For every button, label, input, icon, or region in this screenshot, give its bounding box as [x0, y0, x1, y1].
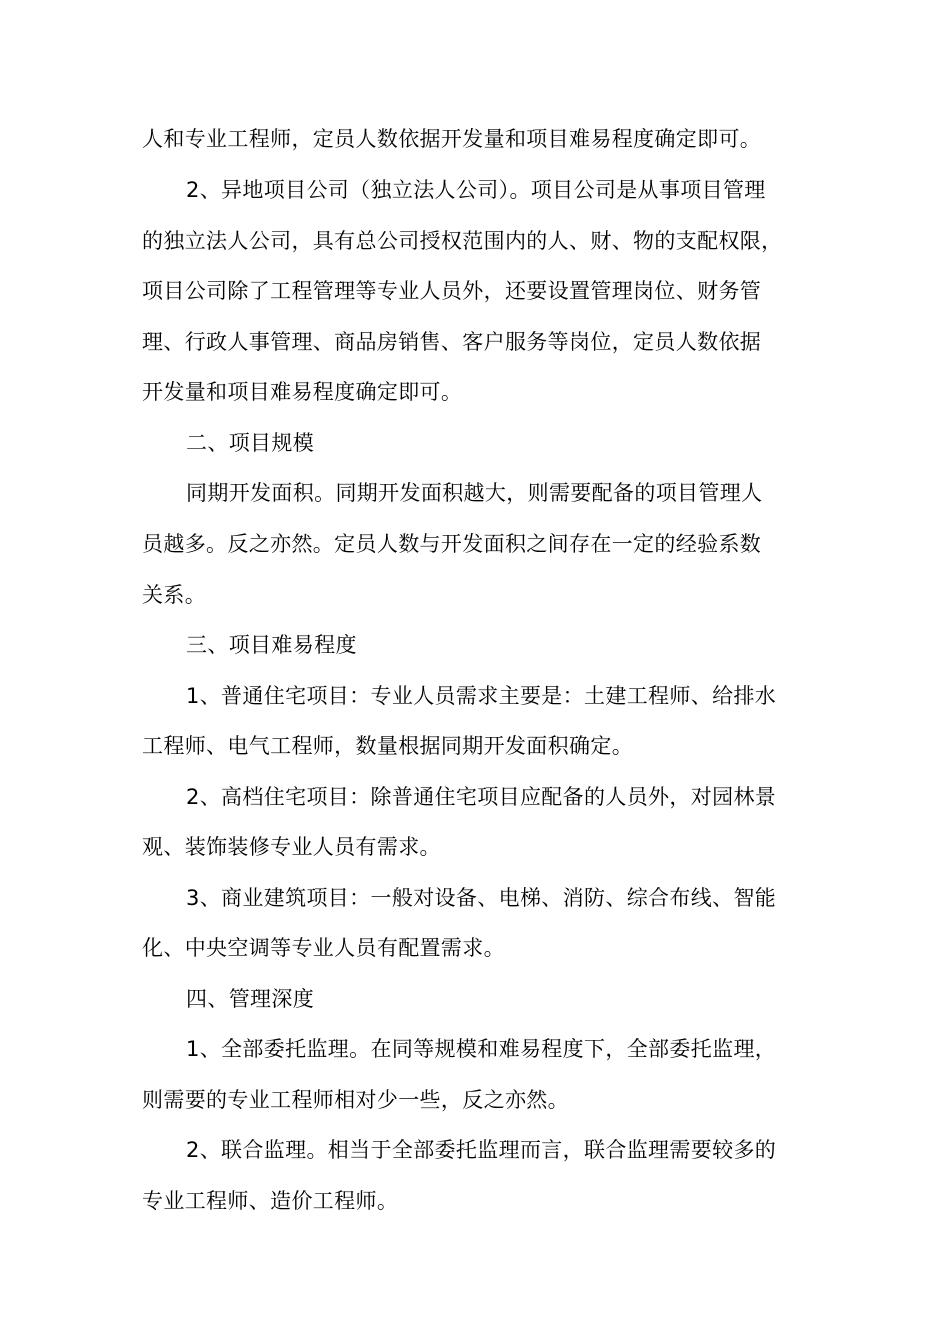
text-line: 开发量和项目难易程度确定即可。: [142, 380, 463, 404]
text-line: 同期开发面积。同期开发面积越大，则需要配备的项目管理人: [186, 481, 763, 505]
text-line: 专业工程师、造价工程师。: [142, 1189, 399, 1213]
text-line: 工程师、电气工程师，数量根据同期开发面积确定。: [142, 734, 634, 758]
text-line: 理、行政人事管理、商品房销售、客户服务等岗位，定员人数依据: [142, 330, 762, 354]
text-line: 2、高档住宅项目：除普通住宅项目应配备的人员外，对园林景: [186, 785, 777, 809]
section-heading: 四、管理深度: [186, 987, 315, 1011]
text-line: 人和专业工程师，定员人数依据开发量和项目难易程度确定即可。: [142, 127, 762, 151]
text-line: 化、中央空调等专业人员有配置需求。: [142, 936, 505, 960]
text-line: 观、装饰装修专业人员有需求。: [142, 835, 441, 859]
text-line: 员越多。反之亦然。定员人数与开发面积之间存在一定的经验系数: [142, 532, 762, 556]
text-line: 则需要的专业工程师相对少一些，反之亦然。: [142, 1088, 569, 1112]
text-line: 关系。: [142, 583, 207, 607]
text-line: 2、异地项目公司（独立法人公司）。项目公司是从事项目管理: [186, 178, 766, 202]
section-heading: 二、项目规模: [186, 431, 315, 455]
text-line: 3、商业建筑项目：一般对设备、电梯、消防、综合布线、智能: [186, 886, 777, 910]
text-line: 2、联合监理。相当于全部委托监理而言，联合监理需要较多的: [186, 1138, 777, 1162]
section-heading: 三、项目难易程度: [186, 633, 357, 657]
text-line: 1、全部委托监理。在同等规模和难易程度下，全部委托监理，: [186, 1037, 777, 1061]
text-line: 1、普通住宅项目：专业人员需求主要是：土建工程师、给排水: [186, 684, 777, 708]
text-line: 项目公司除了工程管理等专业人员外，还要设置管理岗位、财务管: [142, 279, 762, 303]
text-line: 的独立法人公司，具有总公司授权范围内的人、财、物的支配权限，: [142, 229, 783, 253]
